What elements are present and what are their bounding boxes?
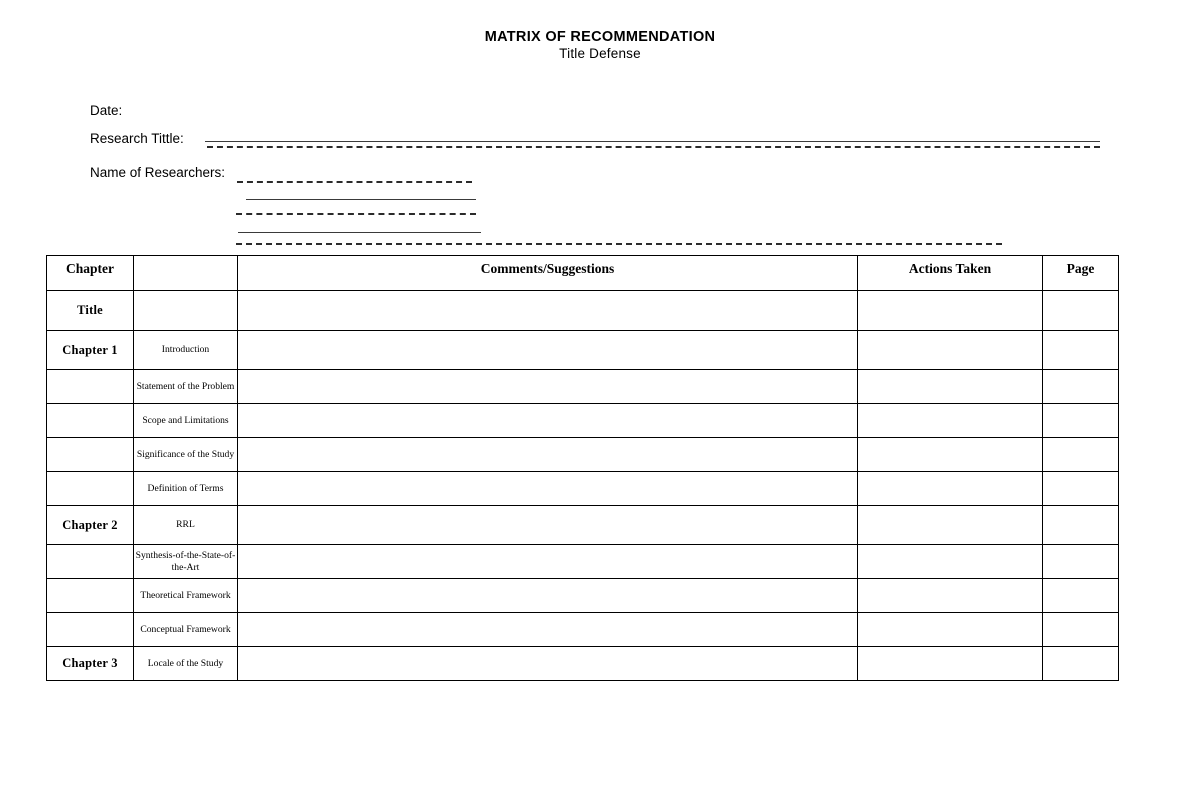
researchers-rule-line-2: [246, 199, 476, 200]
cell-section: Definition of Terms: [134, 472, 238, 506]
cell-section: [134, 291, 238, 331]
table-row: [47, 506, 1119, 545]
page-subtitle: Title Defense: [559, 46, 641, 61]
cell-section: RRL: [134, 506, 238, 545]
cell-page[interactable]: [1043, 579, 1119, 613]
cell-section: Locale of the Study: [134, 647, 238, 681]
cell-actions[interactable]: [858, 404, 1043, 438]
cell-actions[interactable]: [858, 331, 1043, 370]
cell-page[interactable]: [1043, 647, 1119, 681]
table-row: [47, 404, 1119, 438]
cell-section: Theoretical Framework: [134, 579, 238, 613]
cell-chapter: [47, 370, 134, 404]
cell-section: Synthesis-of-the-State-of-the-Art: [134, 545, 238, 579]
header-form: [0, 0, 1200, 250]
cell-page[interactable]: [1043, 404, 1119, 438]
cell-comments[interactable]: [238, 331, 858, 370]
cell-section: Statement of the Problem: [134, 370, 238, 404]
cell-section: Scope and Limitations: [134, 404, 238, 438]
cell-chapter: [47, 404, 134, 438]
table-row: [47, 579, 1119, 613]
cell-chapter: Chapter 3: [47, 647, 134, 681]
cell-chapter: [47, 472, 134, 506]
cell-page[interactable]: [1043, 331, 1119, 370]
cell-chapter: Title: [47, 291, 134, 331]
cell-actions[interactable]: [858, 291, 1043, 331]
cell-actions[interactable]: [858, 647, 1043, 681]
cell-comments[interactable]: [238, 613, 858, 647]
cell-actions[interactable]: [858, 438, 1043, 472]
table-row: [47, 438, 1119, 472]
cell-chapter: [47, 438, 134, 472]
column-header-page: Page: [1043, 256, 1119, 291]
table-row: [47, 545, 1119, 579]
recommendation-matrix-table: [46, 255, 1119, 681]
page-title: MATRIX OF RECOMMENDATION: [484, 29, 716, 45]
research-title-fill-rule[interactable]: [205, 141, 1100, 142]
cell-comments[interactable]: [238, 647, 858, 681]
table-row: [47, 613, 1119, 647]
cell-page[interactable]: [1043, 472, 1119, 506]
cell-section: Introduction: [134, 331, 238, 370]
cell-chapter: [47, 545, 134, 579]
researchers-fill-line-2[interactable]: [236, 213, 476, 215]
table-row: [47, 472, 1119, 506]
cell-section: Significance of the Study: [134, 438, 238, 472]
researchers-rule-line-3: [238, 232, 481, 233]
cell-chapter: [47, 579, 134, 613]
column-header-actions: Actions Taken: [858, 256, 1043, 291]
column-header-comments: Comments/Suggestions: [238, 256, 858, 291]
cell-chapter: [47, 613, 134, 647]
cell-actions[interactable]: [858, 579, 1043, 613]
cell-actions[interactable]: [858, 370, 1043, 404]
research-title-fill-underscore[interactable]: [207, 146, 1100, 148]
cell-chapter: Chapter 2: [47, 506, 134, 545]
cell-page[interactable]: [1043, 506, 1119, 545]
table-row: [47, 370, 1119, 404]
column-header-section: [134, 256, 238, 291]
cell-page[interactable]: [1043, 370, 1119, 404]
cell-actions[interactable]: [858, 613, 1043, 647]
cell-comments[interactable]: [238, 545, 858, 579]
research-title-label: Research Tittle:: [90, 131, 184, 146]
cell-section: Conceptual Framework: [134, 613, 238, 647]
cell-page[interactable]: [1043, 613, 1119, 647]
table-row: [47, 647, 1119, 681]
cell-comments[interactable]: [238, 579, 858, 613]
cell-chapter: Chapter 1: [47, 331, 134, 370]
cell-page[interactable]: [1043, 545, 1119, 579]
cell-actions[interactable]: [858, 506, 1043, 545]
cell-comments[interactable]: [238, 438, 858, 472]
cell-page[interactable]: [1043, 291, 1119, 331]
researchers-label: Name of Researchers:: [90, 165, 226, 180]
table-row: [47, 331, 1119, 370]
cell-comments[interactable]: [238, 404, 858, 438]
cell-comments[interactable]: [238, 506, 858, 545]
researchers-fill-line-3[interactable]: [236, 243, 1002, 245]
researchers-fill-line-1[interactable]: [237, 181, 472, 183]
cell-page[interactable]: [1043, 438, 1119, 472]
table-row: [47, 291, 1119, 331]
cell-comments[interactable]: [238, 370, 858, 404]
date-label: Date:: [90, 103, 123, 118]
cell-comments[interactable]: [238, 291, 858, 331]
cell-comments[interactable]: [238, 472, 858, 506]
cell-actions[interactable]: [858, 545, 1043, 579]
column-header-chapter: Chapter: [47, 256, 134, 291]
table-header-row: [47, 256, 1119, 291]
cell-actions[interactable]: [858, 472, 1043, 506]
